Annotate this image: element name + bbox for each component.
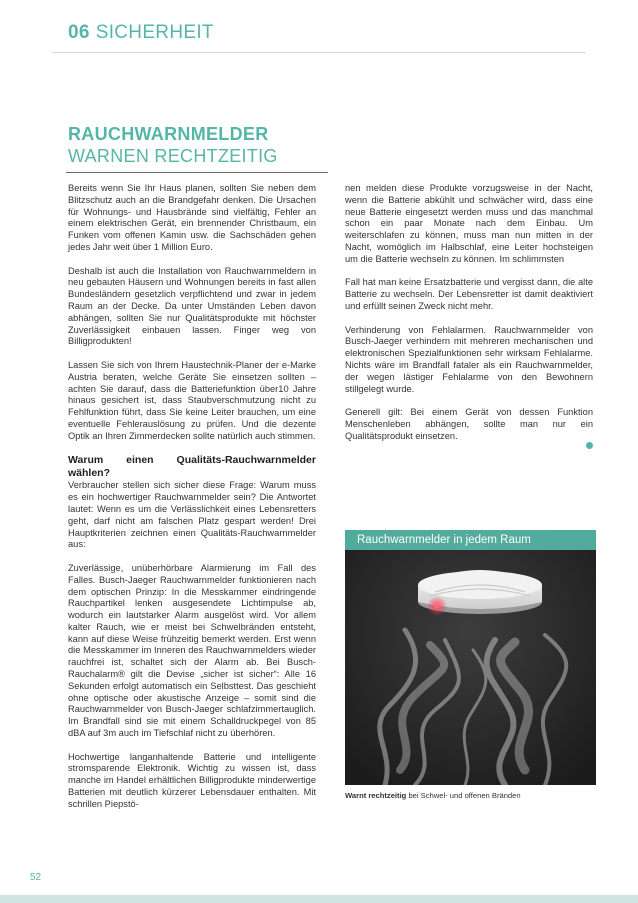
smoke-detector-photo xyxy=(345,530,596,785)
photo-label: Rauchwarnmelder in jedem Raum xyxy=(345,530,596,550)
section-header xyxy=(68,22,214,44)
paragraph: Hochwertige langanhaltende Batterie und intelligente stromsparende Elektronik. Wichtig zu wissen ist, dass manche im Handel erhältlichen Billigprodukte minderwertige Batterien mit deutlich kürzerer Lebensdauer enthalten. Mit schrillen Piepstö- xyxy=(68,751,316,809)
figure-caption xyxy=(345,791,521,800)
section-label: SICHERHEIT xyxy=(95,22,214,43)
paragraph: Lassen Sie sich von Ihrem Haustechnik-Planer der e-Marke Austria beraten, welche Geräte Sie einsetzen sollten – achten Sie darauf, dass die Batteriefunktion über10 Jahre hinaus gesichert ist, dass Staubverschmutzung nicht zu Fehlfunktion führt, dass Sie keine Leiter brauchen, um eine eventuelle Fehlerauslösung zu prüfen. Und die dezente Optik an Ihren Zimmerdecken sollte natürlich auch stimmen. xyxy=(68,359,316,441)
paragraph: nen melden diese Produkte vorzugsweise in der Nacht, wenn die Batterie abkühlt und schwächer wird, dass eine neue Batterie eingesetzt werden muss und das manchmal schon ein paar Monate nach dem Einbau. Um weiterschlafen zu können, muss man nun mitten in der Nacht, womöglich im Halbschlaf, eine Leiter hochsteigen um die Batterie wechseln zu können. Im schlimmsten xyxy=(345,183,593,264)
paragraph: Verbraucher stellen sich sicher diese Frage: Warum muss es ein hochwertiger Rauchwarnmelder sein? Die Antwortet lautet: Wenn es um die Verlässlichkeit eines Lebensretters geht, darf nicht am falschen Platz gespart werden! Drei Hauptkriterien zeichnen einen Qualitäts-Rauchwarnmelder aus: xyxy=(68,480,316,550)
paragraph: Deshalb ist auch die Installation von Rauchwarnmeldern in neu gebauten Häusern und Wohnungen bereits in fast allen Bundesländern gesetzlich verpflichtend und zwar in jedem Raum an der Decke. Da unter Umständen Leben davon abhängen, sollten Sie nur Qualitätsprodukte mit höchster Zuverlässigkeit einbauen lassen. Finger weg von Billigprodukten! xyxy=(68,265,316,347)
end-marker-icon xyxy=(586,442,593,449)
left-column xyxy=(68,183,316,822)
section-heading: Warum einen Qualitäts-Rauchwarnmelder wählen? xyxy=(68,454,316,480)
title-divider xyxy=(66,172,328,173)
article-title: RAUCHWARNMELDER xyxy=(68,124,269,144)
caption-text: bei Schwel- und offenen Bränden xyxy=(406,791,521,800)
section-number: 06 xyxy=(68,22,90,43)
header-divider xyxy=(52,52,586,53)
right-column xyxy=(345,183,593,454)
paragraph: Fall hat man keine Ersatzbatterie und vergisst dann, die alte Batterie zu wechseln. Der Lebensretter ist damit deaktiviert und erfüllt seinen Zweck nicht mehr. xyxy=(345,277,593,311)
page-number: 52 xyxy=(30,872,42,883)
paragraph: Verhinderung von Fehlalarmen. Rauchwarnmelder von Busch-Jaeger verhindern mit mehreren mechanischen und elektronischen Spezialfunktionen sehr wirksam Fehlalarme. Nichts wäre im Brandfall fataler als ein Rauchwarnmelder, der wegen lästiger Fehlalarme von den Bewohnern stillgelegt wurde. xyxy=(345,324,593,394)
paragraph: Bereits wenn Sie Ihr Haus planen, sollten Sie neben dem Blitzschutz auch an die Brandgefahr denken. Die Ursachen für Wohnungs- und Hausbrände sind vielfältig, Fehler an einem elektrischen Gerät, ein brennender Christbaum, ein Funken vom offenen Kamin usw. die Sachschäden gehen jedes Jahr weit über 1 Million Euro. xyxy=(68,183,316,252)
bottom-bar xyxy=(0,895,638,903)
article-subtitle: WARNEN RECHTZEITIG xyxy=(68,146,278,166)
smoke-detector-illustration xyxy=(345,530,596,785)
paragraph: Zuverlässige, unüberhörbare Alarmierung im Fall des Falles. Busch-Jaeger Rauchwarnmelder funktionieren nach dem optischen Prinzip: In die Messkammer eindringende Rauchpartikel lenken ausgesendete Lichtimpulse ab, wodurch ein lautstarker Alarm ausgelöst wird. Vor allem kalter Rauch, wie er meist bei Schwelbränden entsteht, kann auf diese Weise frühzeitig bemerkt werden. Erst wenn die Messkammer im Inneren des Rauchwarnmelders wieder rauchfrei ist, schaltet sich der Alarm ab. Bei Busch-Rauchalarm® gilt die Devise „sicher ist sicher“: Alle 16 Sekunden erfolgt automatisch ein Selbsttest. Das geschieht ohne optische oder akustische Anzeige – somit sind die Rauchwarnmelder von Busch-Jaeger schlafzimmertauglich. Im Brandfall sind sie mit einem Schalldruckpegel von 85 dBA auf 3m auch im Tiefschlaf nicht zu überhören. xyxy=(68,562,316,739)
caption-bold: Warnt rechtzeitig xyxy=(345,791,407,800)
paragraph: Generell gilt: Bei einem Gerät von dessen Funktion Menschenleben abhängen, sollte man nur ein Qualitätsprodukt einsetzen. xyxy=(345,407,593,441)
